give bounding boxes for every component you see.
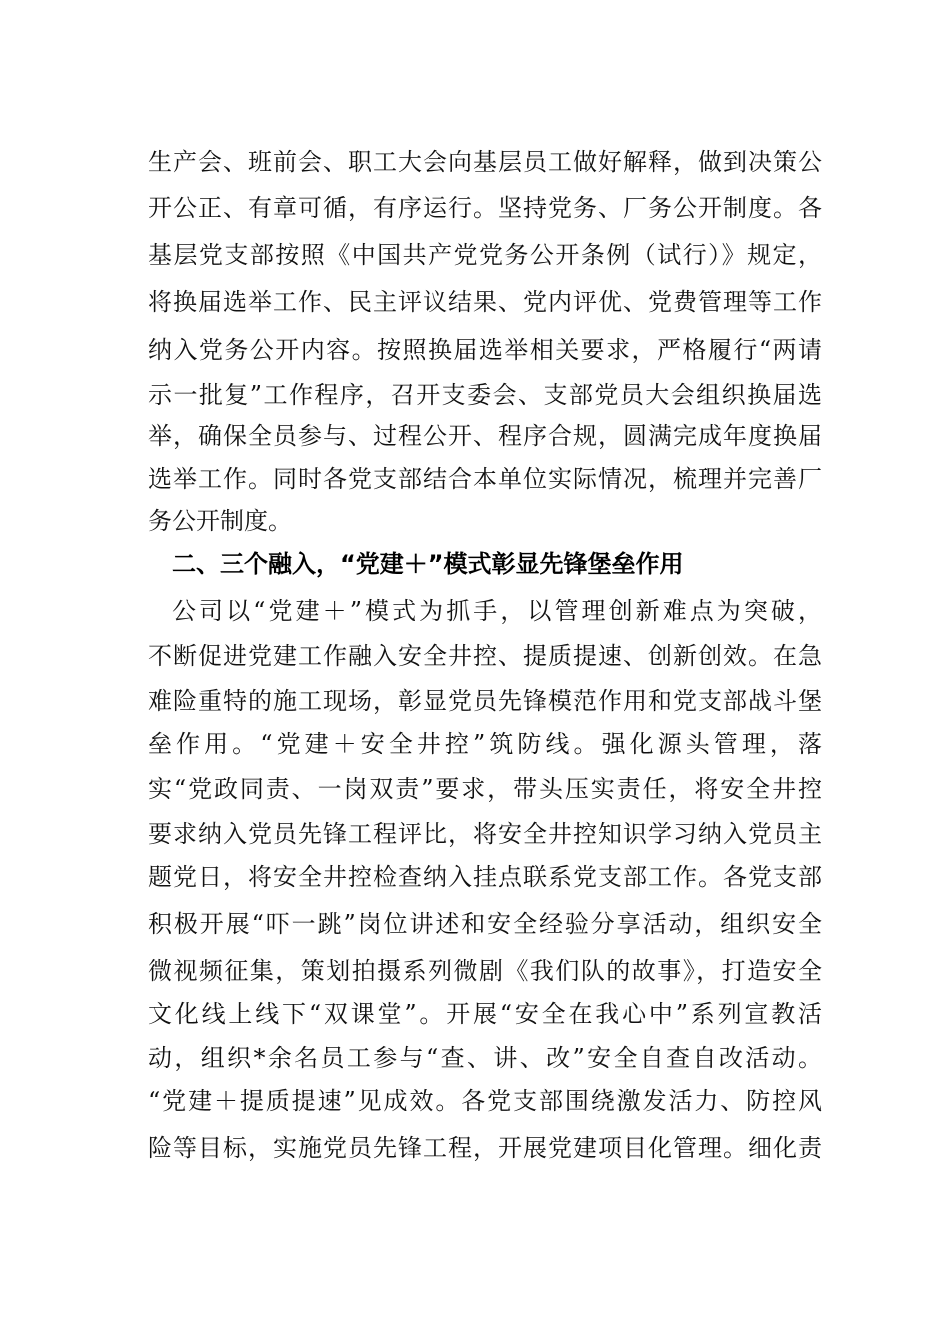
text-line: 难险重特的施工现场，彰显党员先锋模范作用和党支部战斗堡 [148,687,822,715]
text-line: 生产会、班前会、职工大会向基层员工做好解释，做到决策公 [148,148,822,176]
text-line: 不断促进党建工作融入安全井控、提质提速、创新创效。在急 [148,642,822,670]
text-line: 积极开展“吓一跳”岗位讲述和安全经验分享活动，组织安全 [148,910,822,938]
text-line: 开公正、有章可循，有序运行。坚持党务、厂务公开制度。各 [148,194,822,222]
text-line: 示一批复”工作程序，召开支委会、支部党员大会组织换届选 [148,381,822,409]
text-line: 险等目标，实施党员先锋工程，开展党建项目化管理。细化责 [148,1134,822,1162]
text-line: 垒作用。“党建＋安全井控”筑防线。强化源头管理，落 [148,730,822,758]
text-line: 公司以“党建＋”模式为抓手，以管理创新难点为突破， [172,597,822,625]
text-line: 题党日，将安全井控检查纳入挂点联系党支部工作。各党支部 [148,863,822,891]
text-line: 纳入党务公开内容。按照换届选举相关要求，严格履行“两请 [148,336,822,364]
text-line: 动，组织*余名员工参与“查、讲、改”安全自查自改活动。 [148,1044,822,1072]
text-line: 实“党政同责、一岗双责”要求，带头压实责任，将安全井控 [148,775,822,803]
text-line: 基层党支部按照《中国共产党党务公开条例（试行）》规定， [148,241,822,269]
section-heading: 二、三个融入，“党建＋”模式彰显先锋堡垒作用 [172,550,684,578]
text-line: 举，确保全员参与、过程公开、程序合规，圆满完成年度换届 [148,422,822,450]
text-line: 选举工作。同时各党支部结合本单位实际情况，梳理并完善厂 [148,465,822,493]
text-line: 要求纳入党员先锋工程评比，将安全井控知识学习纳入党员主 [148,820,822,848]
text-line: 务公开制度。 [148,507,292,535]
text-line: 文化线上线下“双课堂”。开展“安全在我心中”系列宣教活 [148,1000,822,1028]
text-line: 将换届选举工作、民主评议结果、党内评优、党费管理等工作 [148,288,822,316]
text-line: 微视频征集，策划拍摄系列微剧《我们队的故事》，打造安全 [148,957,822,985]
text-line: “党建＋提质提速”见成效。各党支部围绕激发活力、防控风 [148,1087,822,1115]
